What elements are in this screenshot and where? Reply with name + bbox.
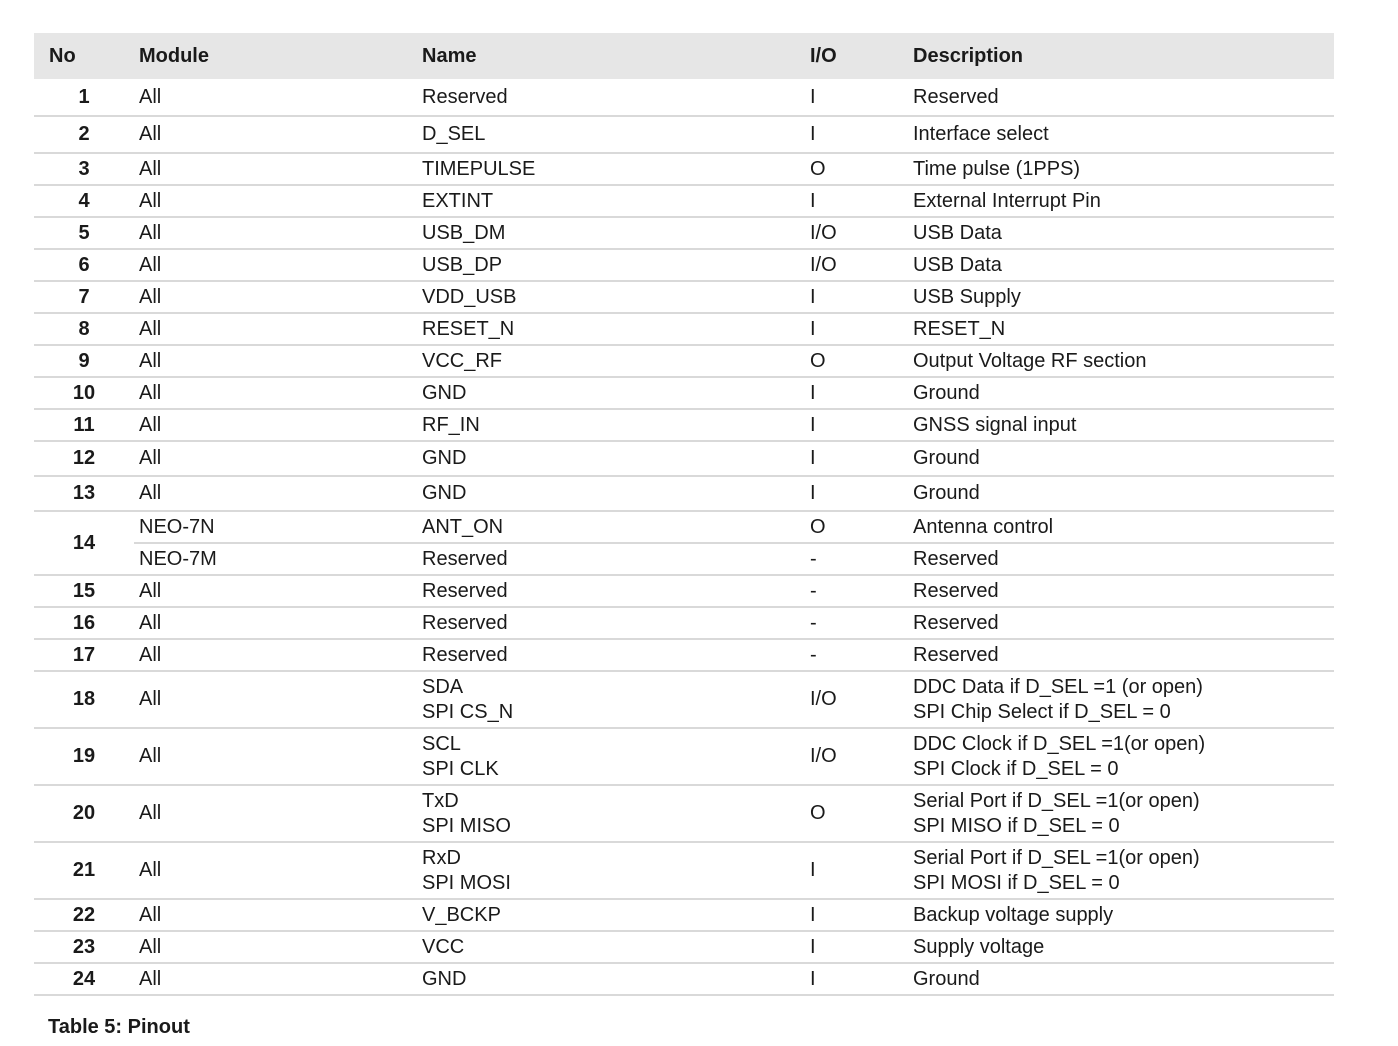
pinout-table: [34, 33, 1334, 996]
pin-module: All: [134, 217, 417, 249]
pin-name: Reserved: [417, 639, 805, 671]
pin-module: All: [134, 476, 417, 511]
pin-io: I: [805, 842, 908, 899]
pin-io: O: [805, 153, 908, 185]
pin-number: 11: [34, 409, 134, 441]
pin-io: I: [805, 963, 908, 995]
pin-description: USB Data: [908, 249, 1334, 281]
pin-name-line: SCL: [422, 732, 461, 755]
pin-description-line: Serial Port if D_SEL =1(or open): [913, 846, 1200, 869]
pin-io: I: [805, 116, 908, 153]
pin-description-line: SPI MISO if D_SEL = 0: [913, 814, 1120, 837]
pin-description: Interface select: [908, 116, 1334, 153]
pin-io: I: [805, 409, 908, 441]
pin-name: VCC_RF: [417, 345, 805, 377]
pin-number: 12: [34, 441, 134, 476]
table-row: [34, 639, 1334, 671]
pin-name: RESET_N: [417, 313, 805, 345]
pin-name-line: SDA: [422, 675, 464, 698]
pin-number: 23: [34, 931, 134, 963]
pin-number: 5: [34, 217, 134, 249]
table-row: [34, 313, 1334, 345]
header-description: Description: [908, 33, 1334, 79]
pin-name: Reserved: [417, 607, 805, 639]
pin-name-line: SPI MISO: [422, 814, 511, 837]
pin-module: All: [134, 931, 417, 963]
pin-module: All: [134, 116, 417, 153]
table-row: [34, 899, 1334, 931]
header-name: Name: [417, 33, 805, 79]
pin-number: 10: [34, 377, 134, 409]
pin-io: -: [805, 575, 908, 607]
pin-description: Backup voltage supply: [908, 899, 1334, 931]
table-row: [34, 409, 1334, 441]
pin-description-line: DDC Clock if D_SEL =1(or open): [913, 732, 1206, 755]
pin-name: GND: [417, 476, 805, 511]
pin-description: GNSS signal input: [908, 409, 1334, 441]
pin-io: O: [805, 785, 908, 842]
pin-description: [908, 728, 1334, 785]
pin-name: USB_DP: [417, 249, 805, 281]
table-row: [34, 281, 1334, 313]
previous-text-fragment: [36, 0, 216, 4]
table-row: [34, 728, 1334, 785]
pin-module: All: [134, 607, 417, 639]
pin-module: All: [134, 575, 417, 607]
pin-io: I: [805, 899, 908, 931]
pin-io: I: [805, 931, 908, 963]
table-row: [34, 511, 1334, 543]
pin-description-line: DDC Data if D_SEL =1 (or open): [913, 675, 1203, 698]
pin-module: All: [134, 899, 417, 931]
pin-module: All: [134, 377, 417, 409]
pin-module: All: [134, 79, 417, 116]
pin-module: All: [134, 441, 417, 476]
pin-io: O: [805, 511, 908, 543]
pin-description: Output Voltage RF section: [908, 345, 1334, 377]
table-caption: Table 5: Pinout: [48, 1016, 190, 1038]
pin-module: All: [134, 842, 417, 899]
pin-module: All: [134, 728, 417, 785]
pin-module: All: [134, 153, 417, 185]
pin-io: I: [805, 281, 908, 313]
pin-io: I: [805, 79, 908, 116]
pin-module: All: [134, 671, 417, 728]
pin-name: Reserved: [417, 79, 805, 116]
pin-module: All: [134, 963, 417, 995]
table-row: [34, 476, 1334, 511]
header-no: No: [34, 33, 134, 79]
pin-name: GND: [417, 377, 805, 409]
pin-module: All: [134, 345, 417, 377]
pin-name: USB_DM: [417, 217, 805, 249]
table-row: [34, 963, 1334, 995]
pin-name: [417, 671, 805, 728]
table-row: [34, 931, 1334, 963]
pin-description: USB Data: [908, 217, 1334, 249]
pin-module: NEO-7N: [134, 511, 417, 543]
pin-number: 22: [34, 899, 134, 931]
pin-name: RF_IN: [417, 409, 805, 441]
pin-io: I: [805, 441, 908, 476]
pin-name: [417, 842, 805, 899]
pin-number: 21: [34, 842, 134, 899]
pin-description: Ground: [908, 963, 1334, 995]
pin-io: I: [805, 377, 908, 409]
pin-io: I/O: [805, 249, 908, 281]
pin-module: All: [134, 249, 417, 281]
pin-description: [908, 842, 1334, 899]
pin-description: Supply voltage: [908, 931, 1334, 963]
pin-description-line: Serial Port if D_SEL =1(or open): [913, 789, 1200, 812]
table-row: [34, 575, 1334, 607]
pin-description: Time pulse (1PPS): [908, 153, 1334, 185]
table-row: [34, 185, 1334, 217]
pin-name: V_BCKP: [417, 899, 805, 931]
pin-number: 9: [34, 345, 134, 377]
pin-name: GND: [417, 441, 805, 476]
pin-module: All: [134, 639, 417, 671]
table-header-row: [34, 33, 1334, 79]
pin-number: 6: [34, 249, 134, 281]
pin-name: EXTINT: [417, 185, 805, 217]
pin-description: [908, 671, 1334, 728]
pin-io: I: [805, 185, 908, 217]
pin-description-line: SPI MOSI if D_SEL = 0: [913, 871, 1120, 894]
pin-description: Antenna control: [908, 511, 1334, 543]
pin-module: All: [134, 409, 417, 441]
pin-name: Reserved: [417, 543, 805, 575]
pin-number: 3: [34, 153, 134, 185]
pin-description: Reserved: [908, 575, 1334, 607]
table-row: [34, 842, 1334, 899]
pin-number: 20: [34, 785, 134, 842]
table-row: [34, 249, 1334, 281]
pin-module: All: [134, 313, 417, 345]
table-row: [34, 217, 1334, 249]
table-row: [34, 671, 1334, 728]
pin-number: 15: [34, 575, 134, 607]
pin-name: [417, 785, 805, 842]
table-row: [34, 116, 1334, 153]
pin-description: [908, 785, 1334, 842]
pin-number: 13: [34, 476, 134, 511]
pin-io: I/O: [805, 217, 908, 249]
header-module: Module: [134, 33, 417, 79]
pin-name: VCC: [417, 931, 805, 963]
pin-name: ANT_ON: [417, 511, 805, 543]
pin-description: Reserved: [908, 639, 1334, 671]
pin-module: All: [134, 185, 417, 217]
pin-number: 7: [34, 281, 134, 313]
pin-io: -: [805, 607, 908, 639]
pin-description: Ground: [908, 476, 1334, 511]
pin-name: [417, 728, 805, 785]
pin-description: Reserved: [908, 79, 1334, 116]
table-row: [34, 441, 1334, 476]
table-row: [34, 79, 1334, 116]
table-row: [34, 607, 1334, 639]
pin-name: TIMEPULSE: [417, 153, 805, 185]
pin-name-line: SPI CS_N: [422, 700, 514, 723]
pin-io: I: [805, 476, 908, 511]
pin-number: 1: [34, 79, 134, 116]
pin-io: -: [805, 543, 908, 575]
pin-name: D_SEL: [417, 116, 805, 153]
pin-name-line: RxD: [422, 846, 461, 869]
pin-description-line: SPI Clock if D_SEL = 0: [913, 757, 1119, 780]
pin-number: 4: [34, 185, 134, 217]
table-row: [34, 377, 1334, 409]
pin-description: Ground: [908, 441, 1334, 476]
pin-io: -: [805, 639, 908, 671]
pin-io: I/O: [805, 671, 908, 728]
pin-number: 14: [34, 511, 134, 575]
pin-number: 18: [34, 671, 134, 728]
pin-description: Ground: [908, 377, 1334, 409]
pin-name-line: SPI MOSI: [422, 871, 511, 894]
pin-io: I/O: [805, 728, 908, 785]
table-row: [34, 785, 1334, 842]
table-row: [34, 153, 1334, 185]
pin-number: 2: [34, 116, 134, 153]
pin-name: VDD_USB: [417, 281, 805, 313]
pin-description: External Interrupt Pin: [908, 185, 1334, 217]
table-row: [34, 345, 1334, 377]
table-row: [34, 543, 1334, 575]
pin-module: All: [134, 281, 417, 313]
pin-description: Reserved: [908, 543, 1334, 575]
pin-module: All: [134, 785, 417, 842]
pin-description: RESET_N: [908, 313, 1334, 345]
pin-name: GND: [417, 963, 805, 995]
pin-module: NEO-7M: [134, 543, 417, 575]
pin-number: 24: [34, 963, 134, 995]
pin-number: 8: [34, 313, 134, 345]
pin-number: 19: [34, 728, 134, 785]
pin-name: Reserved: [417, 575, 805, 607]
pin-io: O: [805, 345, 908, 377]
pin-io: I: [805, 313, 908, 345]
pin-name-line: TxD: [422, 789, 459, 812]
pin-description: Reserved: [908, 607, 1334, 639]
pin-number: 17: [34, 639, 134, 671]
pin-name-line: SPI CLK: [422, 757, 499, 780]
header-io: I/O: [805, 33, 908, 79]
pin-description-line: SPI Chip Select if D_SEL = 0: [913, 700, 1171, 723]
pin-description: USB Supply: [908, 281, 1334, 313]
pin-number: 16: [34, 607, 134, 639]
